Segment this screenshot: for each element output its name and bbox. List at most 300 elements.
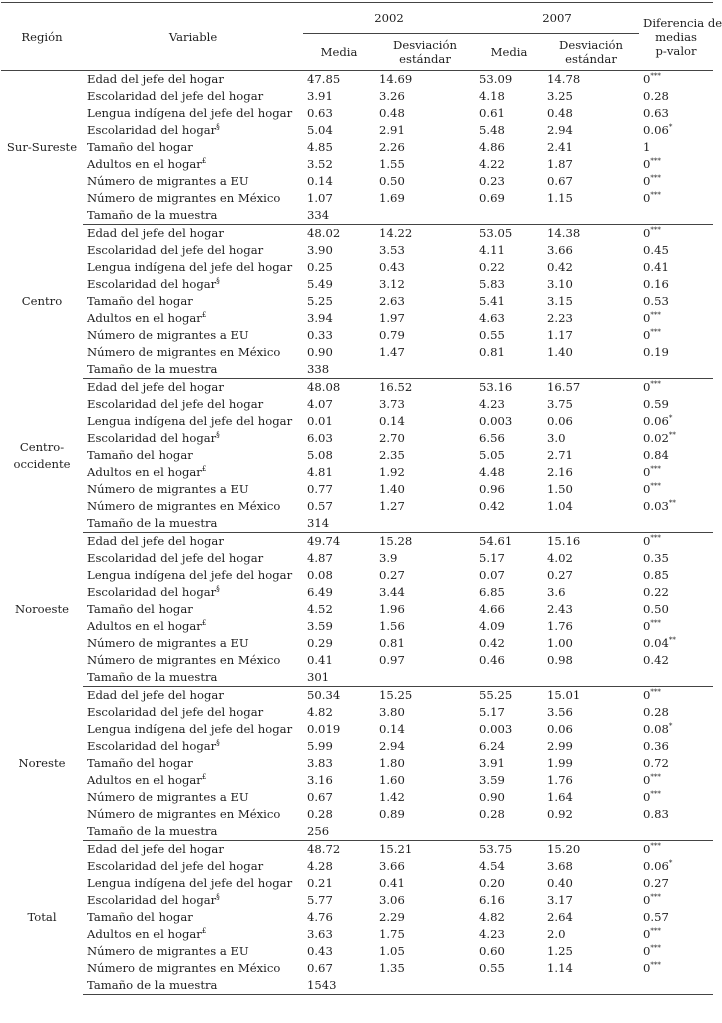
p-value-number: 0	[643, 174, 651, 188]
media-2002-value: 5.49	[307, 277, 333, 291]
variable-name	[83, 344, 303, 361]
media-2007-value: 0.60	[479, 944, 505, 958]
empty-cell	[543, 361, 639, 379]
variable-name	[83, 498, 303, 515]
variable-name	[83, 276, 303, 293]
media-2002-value: 5.25	[307, 294, 333, 308]
sd-2002-value: 1.05	[379, 944, 405, 958]
media-2002-value: 0.77	[307, 482, 333, 496]
table-row	[1, 584, 713, 601]
media-2007-value: 6.16	[479, 893, 505, 907]
media-2002-value: 0.67	[307, 961, 333, 975]
media-2002-value: 3.94	[307, 311, 333, 325]
table-row	[1, 139, 713, 156]
sample-size-value: 301	[303, 669, 375, 687]
table-row	[1, 755, 713, 772]
table-row	[1, 721, 713, 738]
table-row	[1, 242, 713, 259]
media-2002-value: 1.07	[307, 191, 333, 205]
sd-2002-value: 3.66	[379, 859, 405, 873]
sd-2007-value: 15.20	[547, 842, 581, 856]
sd-2002-value: 2.70	[379, 431, 405, 445]
variable-name	[83, 755, 303, 772]
sd-2002-value: 1.42	[379, 790, 405, 804]
variable-label: Escolaridad del hogar	[87, 893, 217, 907]
table-row	[1, 430, 713, 447]
media-2007-value: 4.63	[479, 311, 505, 325]
sd-2007-value: 0.06	[547, 414, 573, 428]
empty-cell	[639, 207, 713, 225]
table-row	[1, 464, 713, 481]
sd-2007-value: 3.56	[547, 705, 573, 719]
media-2007-value: 0.96	[479, 482, 505, 496]
sd-2002-value: 3.12	[379, 277, 405, 291]
p-value	[639, 687, 713, 705]
empty-cell	[639, 515, 713, 533]
p-value-number: 0.57	[643, 910, 669, 924]
sd-2007-value: 2.99	[547, 739, 573, 753]
footnote-mark: §	[216, 585, 220, 593]
sd-2002-value: 3.06	[379, 893, 405, 907]
footnote-mark: £	[201, 157, 207, 165]
variable-label: Número de migrantes a EU	[87, 636, 249, 650]
variable-label: Adultos en el hogar	[87, 927, 202, 941]
variable-label: Escolaridad del jefe del hogar	[87, 89, 264, 103]
p-value	[639, 772, 713, 789]
variable-label: Tamaño del hogar	[87, 756, 193, 770]
media-2002-value: 5.77	[307, 893, 333, 907]
variable-name	[83, 875, 303, 892]
region-group	[1, 687, 713, 841]
diff-header-line2: medias	[655, 29, 697, 44]
media-2002-value: 5.08	[307, 448, 333, 462]
p-value-number: 0.28	[643, 705, 669, 719]
significance-stars: ***	[650, 893, 661, 901]
sd-2007-value: 16.57	[547, 380, 581, 394]
media-2007-header: Media	[490, 45, 528, 59]
sd-2007-value: 3.25	[547, 89, 573, 103]
media-2007-value: 0.69	[479, 191, 505, 205]
p-value	[639, 430, 713, 447]
media-2002-value: 3.91	[307, 89, 333, 103]
sd-2007-value: 1.76	[547, 773, 573, 787]
media-2002-value: 6.03	[307, 431, 333, 445]
p-value-number: 0.42	[643, 653, 669, 667]
media-2007-value: 4.54	[479, 859, 505, 873]
sample-size-value: 314	[303, 515, 375, 533]
p-value-number: 0	[643, 191, 651, 205]
sd-2007-value: 2.71	[547, 448, 573, 462]
variable-label: Escolaridad del jefe del hogar	[87, 397, 264, 411]
sd-2007-value: 0.92	[547, 807, 573, 821]
empty-cell	[639, 977, 713, 995]
empty-cell	[639, 361, 713, 379]
variable-name	[83, 618, 303, 635]
table-row	[1, 447, 713, 464]
sd-2007-value: 1.04	[547, 499, 573, 513]
significance-stars: ***	[650, 482, 661, 490]
sample-size-row	[1, 361, 713, 379]
media-2002-value: 3.59	[307, 619, 333, 633]
descriptive-statistics-table	[1, 2, 722, 995]
p-value	[639, 960, 713, 977]
media-2007-value: 4.09	[479, 619, 505, 633]
p-value-number: 0	[643, 944, 651, 958]
difference-pvalue-header	[639, 3, 722, 71]
media-2002-value: 0.21	[307, 876, 333, 890]
sd-2002-line1: Desviación	[393, 38, 457, 52]
variable-label: Escolaridad del hogar	[87, 123, 217, 137]
variable-label: Tamaño del hogar	[87, 602, 193, 616]
variable-label: Número de migrantes a EU	[87, 482, 249, 496]
variable-label: Edad del jefe del hogar	[87, 226, 224, 240]
variable-name	[83, 926, 303, 943]
variable-name	[83, 447, 303, 464]
table-row	[1, 652, 713, 669]
sd-2002-value: 0.27	[379, 568, 405, 582]
media-2002-value: 4.81	[307, 465, 333, 479]
variable-label: Adultos en el hogar	[87, 773, 202, 787]
footnote-mark: §	[216, 893, 220, 901]
media-2007-value: 4.22	[479, 157, 505, 171]
p-value	[639, 259, 713, 276]
sd-2007-value: 1.00	[547, 636, 573, 650]
sd-2007-value: 3.15	[547, 294, 573, 308]
sd-2007-value: 3.10	[547, 277, 573, 291]
media-2002-value: 4.82	[307, 705, 333, 719]
table-row	[1, 276, 713, 293]
media-2007-value: 5.41	[479, 294, 505, 308]
sample-size-value: 1543	[303, 977, 375, 995]
media-2002-value: 0.41	[307, 653, 333, 667]
footnote-mark: §	[216, 739, 220, 747]
diff-header-line1: Diferencia de	[643, 15, 722, 30]
sd-2007-value: 2.41	[547, 140, 573, 154]
sd-2007-value: 0.40	[547, 876, 573, 890]
media-2002-value: 6.49	[307, 585, 333, 599]
sd-2002-value: 3.80	[379, 705, 405, 719]
table-row	[1, 225, 713, 243]
variable-label: Escolaridad del jefe del hogar	[87, 551, 264, 565]
variable-label: Tamaño del hogar	[87, 294, 193, 308]
sd-2002-value: 1.69	[379, 191, 405, 205]
sd-2002-value: 1.56	[379, 619, 405, 633]
region-name: Noreste	[18, 756, 66, 770]
empty-cell	[543, 977, 639, 995]
p-value-number: 0	[643, 226, 651, 240]
variable-label: Lengua indígena del jefe del hogar	[87, 876, 293, 890]
region-group	[1, 841, 713, 995]
footnote-mark: £	[201, 619, 207, 627]
significance-stars: *	[668, 123, 673, 131]
media-2002-value: 4.87	[307, 551, 333, 565]
empty-cell	[543, 515, 639, 533]
variable-label: Adultos en el hogar	[87, 157, 202, 171]
media-2002-value: 0.43	[307, 944, 333, 958]
media-2007-value: 53.05	[479, 226, 513, 240]
media-2002-value: 4.52	[307, 602, 333, 616]
sd-2002-value: 2.94	[379, 739, 405, 753]
sd-2007-value: 1.64	[547, 790, 573, 804]
empty-cell	[375, 361, 475, 379]
media-2007-value: 0.22	[479, 260, 505, 274]
significance-stars: ***	[650, 226, 661, 234]
media-2007-value: 5.17	[479, 551, 505, 565]
p-value-number: 0.28	[643, 89, 669, 103]
media-2002-value: 4.07	[307, 397, 333, 411]
sd-2007-value: 1.40	[547, 345, 573, 359]
variable-name	[83, 687, 303, 705]
p-value	[639, 225, 713, 243]
table-row	[1, 806, 713, 823]
p-value-number: 0.85	[643, 568, 669, 582]
variable-name	[83, 772, 303, 789]
media-2007-value: 3.59	[479, 773, 505, 787]
table-row	[1, 156, 713, 173]
sd-2007-value: 3.6	[547, 585, 566, 599]
significance-stars: *	[668, 722, 673, 730]
significance-stars: *	[668, 414, 673, 422]
p-value-number: 0.36	[643, 739, 669, 753]
variable-label: Número de migrantes a EU	[87, 328, 249, 342]
region-group	[1, 379, 713, 533]
variable-label: Edad del jefe del hogar	[87, 688, 224, 702]
sample-size-label: Tamaño de la muestra	[83, 977, 303, 995]
media-2007-value: 6.56	[479, 431, 505, 445]
media-2002-value: 0.14	[307, 174, 333, 188]
footnote-mark: £	[201, 311, 207, 319]
empty-cell	[375, 515, 475, 533]
media-2007-value: 4.82	[479, 910, 505, 924]
sample-size-label: Tamaño de la muestra	[83, 361, 303, 379]
footnote-mark: §	[216, 431, 220, 439]
media-2002-value: 3.83	[307, 756, 333, 770]
p-value	[639, 156, 713, 173]
p-value	[639, 875, 713, 892]
empty-cell	[375, 207, 475, 225]
sd-2007-value: 4.02	[547, 551, 573, 565]
media-2002-header: Media	[320, 45, 358, 59]
sd-2007-value: 3.68	[547, 859, 573, 873]
diff-header-line3: p-valor	[655, 43, 697, 58]
table-row	[1, 738, 713, 755]
variable-label: Escolaridad del jefe del hogar	[87, 859, 264, 873]
sample-size-value: 334	[303, 207, 375, 225]
significance-stars: ***	[650, 790, 661, 798]
sample-size-label: Tamaño de la muestra	[83, 669, 303, 687]
sd-2002-value: 1.60	[379, 773, 405, 787]
sd-2002-value: 0.79	[379, 328, 405, 342]
media-2007-value: 4.23	[479, 397, 505, 411]
p-value	[639, 635, 713, 652]
table-row	[1, 413, 713, 430]
sd-2002-value: 0.89	[379, 807, 405, 821]
variable-name	[83, 396, 303, 413]
significance-stars: ***	[650, 944, 661, 952]
p-value-number: 0	[643, 790, 651, 804]
sample-size-label: Tamaño de la muestra	[83, 515, 303, 533]
variable-name	[83, 310, 303, 327]
variable-name	[83, 71, 303, 89]
region-name: Noroeste	[15, 602, 69, 616]
sd-2002-value: 3.26	[379, 89, 405, 103]
p-value-number: 0.22	[643, 585, 669, 599]
significance-stars: ***	[650, 927, 661, 935]
p-value-number: 0.53	[643, 294, 669, 308]
p-value-number: 1	[643, 140, 651, 154]
variable-name	[83, 190, 303, 207]
p-value	[639, 806, 713, 823]
variable-label: Lengua indígena del jefe del hogar	[87, 568, 293, 582]
variable-label: Número de migrantes en México	[87, 961, 281, 975]
sample-size-label: Tamaño de la muestra	[83, 823, 303, 841]
table-row	[1, 105, 713, 122]
variable-name	[83, 105, 303, 122]
sd-2007-value: 1.25	[547, 944, 573, 958]
variable-name	[83, 789, 303, 806]
region-group	[1, 533, 713, 687]
empty-cell	[639, 823, 713, 841]
footnote-mark: £	[201, 927, 207, 935]
sd-2007-value: 15.01	[547, 688, 581, 702]
p-value	[639, 481, 713, 498]
media-2007-value: 55.25	[479, 688, 513, 702]
p-value	[639, 242, 713, 259]
media-2002-value: 0.29	[307, 636, 333, 650]
empty-cell	[475, 669, 543, 687]
sd-2007-value: 0.98	[547, 653, 573, 667]
media-2007-value: 4.48	[479, 465, 505, 479]
media-2002-value: 3.52	[307, 157, 333, 171]
significance-stars: **	[668, 636, 676, 644]
variable-name	[83, 858, 303, 875]
variable-name	[83, 242, 303, 259]
table-row	[1, 618, 713, 635]
sd-2002-value: 2.91	[379, 123, 405, 137]
table-row	[1, 293, 713, 310]
sd-2007-value: 3.75	[547, 397, 573, 411]
sd-2002-value: 3.44	[379, 585, 405, 599]
variable-label: Lengua indígena del jefe del hogar	[87, 260, 293, 274]
variable-label: Adultos en el hogar	[87, 465, 202, 479]
sd-2002-value: 15.21	[379, 842, 413, 856]
p-value-number: 0	[643, 465, 651, 479]
p-value	[639, 755, 713, 772]
footnote-mark: £	[201, 465, 207, 473]
p-value	[639, 738, 713, 755]
p-value-number: 0.63	[643, 106, 669, 120]
sd-2007-value: 1.50	[547, 482, 573, 496]
p-value-number: 0	[643, 328, 651, 342]
media-2007-value: 5.83	[479, 277, 505, 291]
sample-size-row	[1, 977, 713, 995]
media-2002-value: 47.85	[307, 72, 341, 86]
table-row	[1, 173, 713, 190]
table-row	[1, 190, 713, 207]
p-value-number: 0	[643, 893, 651, 907]
sd-2002-value: 1.80	[379, 756, 405, 770]
variable-name	[83, 88, 303, 105]
sd-2002-value: 1.27	[379, 499, 405, 513]
media-2002-value: 49.74	[307, 534, 341, 548]
variable-name	[83, 721, 303, 738]
sd-2002-value: 3.53	[379, 243, 405, 257]
sd-2002-line2: estándar	[399, 52, 451, 66]
p-value	[639, 550, 713, 567]
variable-label: Escolaridad del jefe del hogar	[87, 243, 264, 257]
p-value-number: 0.35	[643, 551, 669, 565]
sd-2002-value: 2.35	[379, 448, 405, 462]
significance-stars: ***	[650, 842, 661, 850]
p-value	[639, 892, 713, 909]
media-2002-value: 48.02	[307, 226, 341, 240]
media-2002-value: 48.72	[307, 842, 341, 856]
variable-label: Número de migrantes en México	[87, 345, 281, 359]
media-2002-value: 0.67	[307, 790, 333, 804]
empty-cell	[543, 669, 639, 687]
significance-stars: ***	[650, 174, 661, 182]
sample-size-row	[1, 515, 713, 533]
media-2007-value: 6.24	[479, 739, 505, 753]
media-2002-value: 0.90	[307, 345, 333, 359]
footnote-mark: §	[216, 123, 220, 131]
variable-name	[83, 635, 303, 652]
table-header	[1, 3, 722, 71]
media-2007-value: 4.86	[479, 140, 505, 154]
p-value	[639, 909, 713, 926]
significance-stars: ***	[650, 72, 661, 80]
p-value-number: 0.16	[643, 277, 669, 291]
sd-2002-value: 1.75	[379, 927, 405, 941]
variable-label: Número de migrantes en México	[87, 653, 281, 667]
sd-2002-value: 0.14	[379, 414, 405, 428]
p-value	[639, 88, 713, 105]
empty-cell	[375, 669, 475, 687]
variable-label: Número de migrantes a EU	[87, 790, 249, 804]
media-2007-value: 0.003	[479, 414, 513, 428]
significance-stars: ***	[650, 961, 661, 969]
table-row	[1, 601, 713, 618]
sd-2002-value: 15.28	[379, 534, 413, 548]
media-2002-value: 50.34	[307, 688, 341, 702]
table-row	[1, 926, 713, 943]
media-2002-value: 0.25	[307, 260, 333, 274]
sd-2007-value: 14.78	[547, 72, 581, 86]
variable-name	[83, 704, 303, 721]
media-2002-value: 0.28	[307, 807, 333, 821]
sd-2002-header	[375, 34, 475, 71]
p-value-number: 0	[643, 534, 651, 548]
sd-2007-line2: estándar	[565, 52, 617, 66]
p-value-number: 0.06	[643, 859, 669, 873]
table-row	[1, 772, 713, 789]
p-value-number: 0.72	[643, 756, 669, 770]
media-2002-value: 0.01	[307, 414, 333, 428]
variable-label: Escolaridad del hogar	[87, 277, 217, 291]
media-2002-value: 0.33	[307, 328, 333, 342]
sample-size-row	[1, 207, 713, 225]
table-row	[1, 858, 713, 875]
significance-stars: ***	[650, 191, 661, 199]
p-value	[639, 190, 713, 207]
region-name: Centro	[21, 294, 63, 308]
variable-label: Adultos en el hogar	[87, 311, 202, 325]
p-value	[639, 926, 713, 943]
p-value	[639, 943, 713, 960]
variable-name	[83, 139, 303, 156]
empty-cell	[543, 823, 639, 841]
variable-label: Número de migrantes a EU	[87, 174, 249, 188]
